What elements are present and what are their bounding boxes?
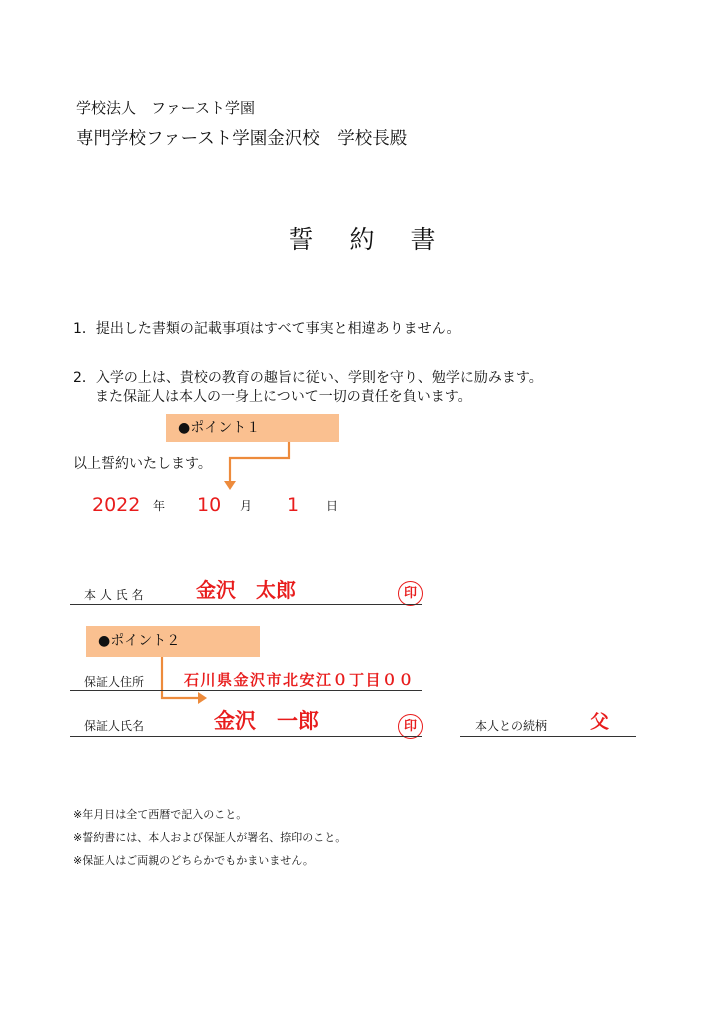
point-1-callout: ●ポイント１ (166, 414, 339, 442)
document-title: 誓約書 (288, 225, 472, 254)
date-year-value: 2022 (92, 494, 141, 516)
guarantor-name-underline (70, 736, 422, 737)
point-1-arrowhead (224, 481, 236, 490)
point-2-callout: ●ポイント２ (86, 626, 260, 657)
note-3: ※保証人はご両親のどちらかでもかまいません。 (73, 854, 314, 867)
addressee: 専門学校ファースト学園金沢校 学校長殿 (76, 129, 408, 149)
date-month-value: 10 (197, 494, 222, 516)
guarantor-seal-stamp: 印 (398, 714, 423, 739)
relation-label: 本人との続柄 (475, 719, 548, 733)
clause-2-line-1: 2．入学の上は、貴校の教育の趣旨に従い、学則を守り、勉学に励みます。 (73, 370, 543, 386)
note-1: ※年月日は全て西暦で記入のこと。 (73, 808, 248, 821)
guarantor-name-label: 保証人氏名 (84, 719, 145, 733)
guarantor-address-label: 保証人住所 (84, 675, 145, 689)
note-2: ※誓約書には、本人および保証人が署名、捺印のこと。 (73, 831, 347, 844)
date-day-value: 1 (287, 494, 300, 516)
clause-2-line-2: また保証人は本人の一身上について一切の責任を負います。 (95, 389, 472, 405)
relation-value: 父 (590, 711, 610, 733)
seal-stamp: 印 (398, 581, 423, 606)
guarantor-address-underline (70, 690, 422, 691)
date-day-label: 日 (326, 499, 339, 513)
point-1-arrow (230, 442, 289, 483)
closing-statement: 以上誓約いたします。 (73, 456, 212, 472)
date-month-label: 月 (240, 499, 253, 513)
point-2-arrowhead (198, 692, 207, 704)
name-value: 金沢 太郎 (196, 578, 296, 602)
name-label: 本 人 氏 名 (84, 588, 144, 602)
school-corporation-name: 学校法人 ファースト学園 (76, 99, 255, 117)
guarantor-address-value: 石川県金沢市北安江０丁目００ (184, 671, 416, 689)
relation-underline (460, 736, 636, 737)
name-underline (70, 604, 422, 605)
clause-1: 1．提出した書類の記載事項はすべて事実と相違ありません。 (73, 321, 461, 337)
guarantor-name-value: 金沢 一郎 (214, 708, 319, 733)
date-year-label: 年 (153, 499, 166, 513)
